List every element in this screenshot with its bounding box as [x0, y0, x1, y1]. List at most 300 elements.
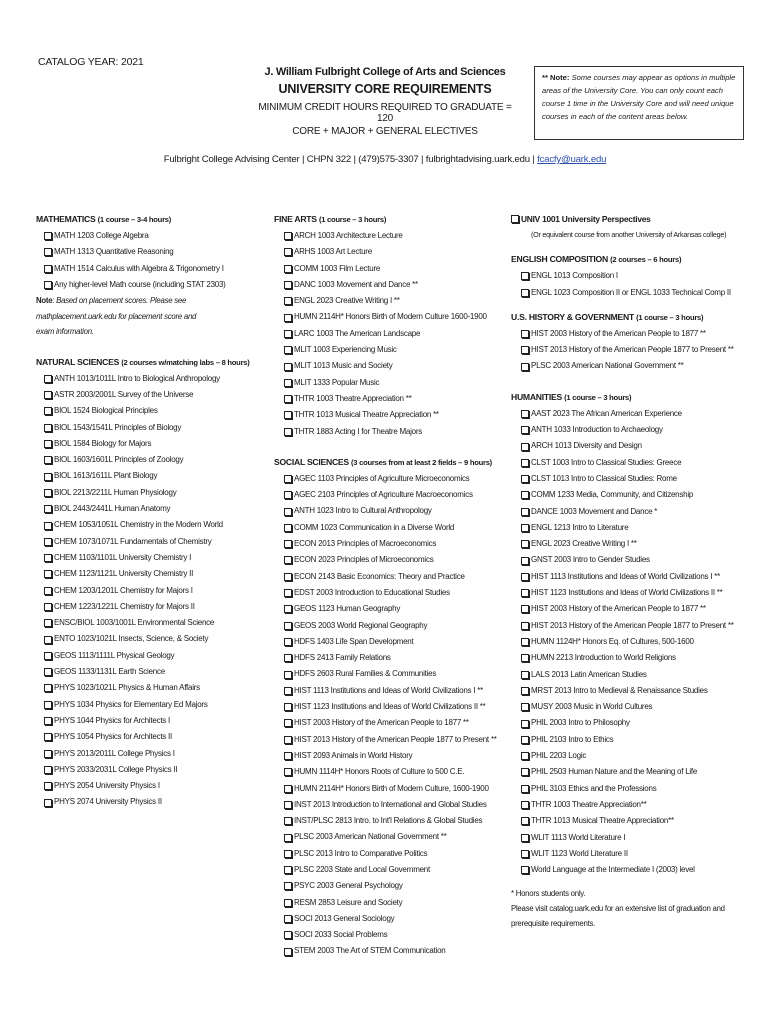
course-checkbox-item[interactable] — [274, 862, 502, 878]
course-checkbox-item[interactable] — [36, 762, 251, 778]
checkbox-icon[interactable] — [284, 801, 292, 809]
checkbox-icon[interactable] — [521, 289, 529, 297]
checkbox-icon[interactable] — [284, 248, 292, 256]
checkbox-icon[interactable] — [44, 265, 52, 273]
course-label: ARCH 1013 Diversity and Design — [531, 441, 642, 451]
min-hours: MINIMUM CREDIT HOURS REQUIRED TO GRADUATE = 120 — [258, 102, 512, 124]
course-label: MLIT 1333 Popular Music — [294, 377, 380, 387]
course-checkbox-item[interactable] — [36, 371, 251, 387]
course-label: GEOS 1133/1131L Earth Science — [54, 667, 165, 677]
checkbox-icon[interactable] — [284, 882, 292, 890]
course-checkbox-item[interactable] — [274, 585, 502, 601]
course-checkbox-item[interactable] — [511, 455, 746, 471]
checkbox-icon[interactable] — [521, 540, 529, 548]
checkbox-icon[interactable] — [44, 424, 52, 432]
section-title-us-history — [511, 309, 746, 326]
course-checkbox-item[interactable] — [511, 504, 746, 520]
course-checkbox-item[interactable] — [511, 813, 746, 829]
course-checkbox-item[interactable] — [274, 326, 502, 342]
course-label: COMM 1003 Film Lecture — [294, 263, 381, 273]
checkbox-icon[interactable] — [284, 768, 292, 776]
checkbox-icon[interactable] — [284, 752, 292, 760]
checkbox-icon[interactable] — [44, 505, 52, 513]
note-box — [534, 66, 744, 140]
note-text: Some courses may appear as options in multiple areas of the University Core. You can only count each course 1 time in the University Core and will need unique courses in each of the content areas below. — [542, 73, 736, 121]
checkbox-icon[interactable] — [284, 232, 292, 240]
course-checkbox-item[interactable] — [274, 813, 502, 829]
checkbox-icon[interactable] — [44, 489, 52, 497]
checkbox-icon[interactable] — [44, 636, 52, 644]
spacer — [511, 301, 746, 309]
course-label: PHIL 2003 Intro to Philosophy — [531, 718, 630, 728]
checkbox-icon[interactable] — [44, 733, 52, 741]
course-checkbox-item[interactable] — [274, 342, 502, 358]
section-title-humanities — [511, 389, 746, 406]
course-checkbox-item[interactable] — [274, 699, 502, 715]
checkbox-icon[interactable] — [284, 850, 292, 858]
course-label: CHEM 1223/1221L Chemistry for Majors II — [54, 601, 195, 611]
course-label: WLIT 1113 World Literature I — [531, 832, 626, 842]
checkbox-icon[interactable] — [284, 475, 292, 483]
course-checkbox-item[interactable] — [511, 683, 746, 699]
course-checkbox-item[interactable] — [36, 599, 251, 615]
course-label: ASTR 2003/2001L Survey of the Universe — [54, 389, 194, 399]
course-checkbox-item[interactable] — [36, 697, 251, 713]
course-checkbox-item[interactable] — [511, 748, 746, 764]
english-list — [511, 268, 746, 301]
advising-email-link[interactable]: fcacfy@uark.edu — [537, 154, 607, 165]
course-checkbox-item[interactable] — [274, 552, 502, 568]
course-checkbox-item[interactable] — [36, 778, 251, 794]
checkbox-icon[interactable] — [284, 428, 292, 436]
course-checkbox-item[interactable] — [511, 438, 746, 454]
course-label: HIST 2003 History of the American People to 1877 ** — [531, 604, 706, 614]
course-checkbox-item[interactable] — [36, 680, 251, 696]
course-checkbox-item[interactable] — [36, 468, 251, 484]
course-checkbox-item[interactable] — [36, 452, 251, 468]
course-label: PHIL 2203 Logic — [531, 751, 587, 761]
checkbox-icon[interactable] — [521, 785, 529, 793]
course-checkbox-item[interactable] — [274, 797, 502, 813]
checkbox-icon[interactable] — [284, 866, 292, 874]
course-checkbox-item[interactable] — [511, 520, 746, 536]
course-label: HDFS 1403 Life Span Development — [294, 636, 414, 646]
course-checkbox-item[interactable] — [36, 648, 251, 664]
course-checkbox-item[interactable] — [36, 436, 251, 452]
course-checkbox-item[interactable] — [274, 829, 502, 845]
course-checkbox-item[interactable] — [511, 342, 746, 358]
course-checkbox-item[interactable] — [274, 228, 502, 244]
checkbox-icon[interactable] — [284, 899, 292, 907]
course-checkbox-item[interactable] — [36, 228, 251, 244]
catalog-note-line1: Please visit catalog.uark.edu for an extensive list of graduation and — [511, 904, 725, 914]
course-checkbox-item[interactable] — [36, 794, 251, 810]
checkbox-icon[interactable] — [284, 314, 292, 322]
checkbox-icon[interactable] — [284, 395, 292, 403]
checkbox-icon[interactable] — [521, 671, 529, 679]
checkbox-icon[interactable] — [521, 654, 529, 662]
checkbox-icon[interactable] — [284, 736, 292, 744]
checkbox-icon[interactable] — [44, 603, 52, 611]
course-label: THTR 1883 Acting I for Theatre Majors — [294, 426, 422, 436]
course-label: ANTH 1023 Intro to Cultural Anthropology — [294, 506, 432, 516]
course-label: HUMN 1114H* Honors Roots of Culture to 500 C.E. — [294, 767, 465, 777]
univ-note: (Or equivalent course from another University of Arkansas college) — [531, 230, 727, 240]
course-checkbox-item[interactable] — [511, 406, 746, 422]
course-checkbox-item[interactable] — [511, 422, 746, 438]
course-label: HDFS 2413 Family Relations — [294, 653, 391, 663]
humanities-title: HUMANITIES — [511, 391, 562, 402]
checkbox-icon[interactable] — [284, 540, 292, 548]
course-label: HIST 2013 History of the American People 1877 to Present ** — [531, 345, 734, 355]
course-label: HUMN 2114H* Honors Birth of Modern Culture 1600-1900 — [294, 312, 487, 322]
course-checkbox-item[interactable] — [511, 699, 746, 715]
course-checkbox-item[interactable] — [36, 485, 251, 501]
checkbox-icon[interactable] — [521, 866, 529, 874]
course-label: MLIT 1003 Experiencing Music — [294, 345, 397, 355]
checkbox-icon[interactable] — [521, 475, 529, 483]
section-title-mathematics — [36, 211, 251, 228]
course-checkbox-item[interactable] — [511, 634, 746, 650]
course-label: World Language at the Intermediate I (2003) level — [531, 865, 695, 875]
checkbox-icon[interactable] — [284, 411, 292, 419]
checkbox-icon[interactable] — [284, 931, 292, 939]
checkbox-icon[interactable] — [284, 622, 292, 630]
course-checkbox-item[interactable] — [274, 391, 502, 407]
advising-text: Fulbright College Advising Center | CHPN 322 | (479)575-3307 | fulbrightadvising.uark.edu | — [163, 154, 538, 165]
course-checkbox-item[interactable] — [274, 309, 502, 325]
math-note — [36, 293, 251, 309]
course-checkbox-item[interactable] — [36, 583, 251, 599]
course-label: HUMN 2213 Introduction to World Religions — [531, 653, 676, 663]
checkbox-icon[interactable] — [284, 346, 292, 354]
checkbox-icon[interactable] — [44, 750, 52, 758]
course-checkbox-item[interactable] — [511, 285, 746, 301]
course-checkbox-item[interactable] — [36, 550, 251, 566]
checkbox-icon[interactable] — [44, 538, 52, 546]
checkbox-icon[interactable] — [44, 782, 52, 790]
course-label: ARCH 1003 Architecture Lecture — [294, 231, 403, 240]
course-label: PHIL 3103 Ethics and the Professions — [531, 783, 657, 793]
checkbox-icon[interactable] — [521, 736, 529, 744]
course-label: MATH 1514 Calculus with Algebra & Trigonometry I — [54, 263, 224, 273]
checkbox-icon[interactable] — [44, 619, 52, 627]
course-label: INST/PLSC 2813 Intro. to Int'l Relations & Global Studies — [294, 816, 483, 826]
course-checkbox-item[interactable] — [274, 666, 502, 682]
course-label: INST 2013 Introduction to International and Global Studies — [294, 799, 487, 809]
course-checkbox-item[interactable] — [274, 569, 502, 585]
course-label: GNST 2003 Intro to Gender Studies — [531, 555, 650, 565]
checkbox-icon[interactable] — [284, 524, 292, 532]
course-label: PHYS 1044 Physics for Architects I — [54, 715, 170, 725]
course-checkbox-item[interactable] — [274, 846, 502, 862]
course-label: WLIT 1123 World Literature II — [531, 848, 628, 858]
course-label: MATH 1203 College Algebra — [54, 231, 149, 240]
course-label: COMM 1023 Communication in a Diverse World — [294, 522, 455, 532]
checkbox-icon[interactable] — [44, 456, 52, 464]
course-checkbox-item[interactable] — [274, 244, 502, 260]
course-checkbox-item[interactable] — [274, 293, 502, 309]
checkbox-icon[interactable] — [44, 799, 52, 807]
math-note-label: Note — [36, 296, 53, 306]
course-checkbox-item[interactable] — [274, 358, 502, 374]
course-label: LARC 1003 The American Landscape — [294, 328, 421, 338]
checkbox-icon[interactable] — [284, 297, 292, 305]
course-checkbox-item[interactable] — [511, 569, 746, 585]
course-checkbox-item[interactable] — [274, 487, 502, 503]
checkbox-icon[interactable] — [44, 375, 52, 383]
course-label: BIOL 1584 Biology for Majors — [54, 438, 152, 448]
note-label: ** Note: — [542, 73, 570, 82]
course-checkbox-item[interactable] — [511, 846, 746, 862]
course-checkbox-item[interactable] — [511, 536, 746, 552]
checkbox-icon[interactable] — [284, 508, 292, 516]
column-left — [36, 211, 251, 811]
checkbox-icon[interactable] — [44, 522, 52, 530]
checkbox-icon[interactable] — [44, 701, 52, 709]
checkbox-icon[interactable] — [44, 232, 52, 240]
course-checkbox-item[interactable] — [36, 746, 251, 762]
course-label: AGEC 2103 Principles of Agriculture Macroeconomics — [294, 490, 473, 500]
course-checkbox-item[interactable] — [36, 277, 251, 293]
checkbox-icon[interactable] — [521, 768, 529, 776]
checkbox-icon[interactable] — [521, 346, 529, 354]
checkbox-icon[interactable] — [521, 426, 529, 434]
ushist-title: U.S. HISTORY & GOVERNMENT — [511, 311, 634, 322]
course-checkbox-item[interactable] — [511, 326, 746, 342]
course-checkbox-item[interactable] — [511, 601, 746, 617]
course-checkbox-item[interactable] — [511, 732, 746, 748]
course-checkbox-item[interactable] — [36, 713, 251, 729]
checkbox-icon[interactable] — [521, 834, 529, 842]
checkbox-icon[interactable] — [284, 265, 292, 273]
course-checkbox-item[interactable] — [511, 862, 746, 878]
course-checkbox-item[interactable] — [274, 471, 502, 487]
checkbox-icon[interactable] — [284, 281, 292, 289]
course-checkbox-item[interactable] — [274, 781, 502, 797]
course-label: PHYS 1023/1021L Physics & Human Affairs — [54, 683, 200, 693]
course-checkbox-item[interactable] — [274, 601, 502, 617]
checkbox-icon[interactable] — [284, 785, 292, 793]
checkbox-icon[interactable] — [511, 215, 519, 223]
course-checkbox-item[interactable] — [274, 878, 502, 894]
course-checkbox-item[interactable] — [274, 261, 502, 277]
course-label: STEM 2003 The Art of STEM Communication — [294, 946, 446, 956]
course-checkbox-item[interactable] — [274, 277, 502, 293]
course-checkbox-item[interactable] — [36, 387, 251, 403]
course-checkbox-item[interactable] — [36, 664, 251, 680]
checkbox-icon[interactable] — [521, 752, 529, 760]
course-checkbox-item[interactable] — [274, 650, 502, 666]
univ-item[interactable] — [511, 211, 746, 227]
course-checkbox-item[interactable] — [274, 911, 502, 927]
math-note-line1: : Based on placement scores. Please see — [52, 296, 187, 306]
checkbox-icon[interactable] — [44, 766, 52, 774]
course-checkbox-item[interactable] — [511, 618, 746, 634]
checkbox-icon[interactable] — [44, 407, 52, 415]
course-checkbox-item[interactable] — [274, 503, 502, 519]
course-checkbox-item[interactable] — [274, 634, 502, 650]
checkbox-icon[interactable] — [284, 703, 292, 711]
checkbox-icon[interactable] — [521, 524, 529, 532]
course-checkbox-item[interactable] — [36, 501, 251, 517]
checkbox-icon[interactable] — [284, 915, 292, 923]
course-label: AAST 2023 The African American Experience — [531, 408, 682, 418]
checkbox-icon[interactable] — [521, 703, 529, 711]
course-checkbox-item[interactable] — [36, 534, 251, 550]
course-checkbox-item[interactable] — [511, 358, 746, 374]
checkbox-icon[interactable] — [284, 948, 292, 956]
natsci-sub: (2 courses w/matching labs – 8 hours) — [121, 357, 250, 367]
checkbox-icon[interactable] — [284, 379, 292, 387]
checkbox-icon[interactable] — [284, 638, 292, 646]
course-checkbox-item[interactable] — [511, 552, 746, 568]
checkbox-icon[interactable] — [284, 556, 292, 564]
checkbox-icon[interactable] — [521, 508, 529, 516]
course-label: MRST 2013 Intro to Medieval & Renaissance Studies — [531, 685, 708, 695]
course-label: BIOL 1603/1601L Principles of Zoology — [54, 455, 184, 465]
college-name: J. William Fulbright College of Arts and Sciences — [264, 66, 506, 78]
course-label: SOCI 2013 General Sociology — [294, 913, 395, 923]
checkbox-icon[interactable] — [521, 622, 529, 630]
checkbox-icon[interactable] — [44, 684, 52, 692]
course-checkbox-item[interactable] — [36, 566, 251, 582]
course-checkbox-item[interactable] — [274, 895, 502, 911]
course-checkbox-item[interactable] — [511, 268, 746, 284]
checkbox-icon[interactable] — [284, 654, 292, 662]
course-checkbox-item[interactable] — [36, 420, 251, 436]
course-label: PLSC 2003 American National Government ** — [531, 361, 684, 371]
checkbox-icon[interactable] — [521, 363, 529, 371]
checkbox-icon[interactable] — [521, 720, 529, 728]
checkbox-icon[interactable] — [284, 363, 292, 371]
checkbox-icon[interactable] — [284, 834, 292, 842]
checkbox-icon[interactable] — [44, 587, 52, 595]
checkbox-icon[interactable] — [284, 817, 292, 825]
course-label: HUMN 2114H* Honors Birth of Modern Culture, 1600-1900 — [294, 783, 489, 793]
spacer — [511, 878, 746, 886]
course-checkbox-item[interactable] — [36, 403, 251, 419]
checkbox-icon[interactable] — [284, 605, 292, 613]
course-checkbox-item[interactable] — [511, 764, 746, 780]
course-checkbox-item[interactable] — [274, 407, 502, 423]
checkbox-icon[interactable] — [44, 570, 52, 578]
english-title: ENGLISH COMPOSITION — [511, 254, 608, 265]
course-label: PHIL 2503 Human Nature and the Meaning of Life — [531, 767, 698, 777]
course-label: Any higher-level Math course (including STAT 2303) — [54, 279, 226, 289]
course-checkbox-item[interactable] — [511, 781, 746, 797]
checkbox-icon[interactable] — [521, 459, 529, 467]
course-checkbox-item[interactable] — [511, 487, 746, 503]
course-checkbox-item[interactable] — [511, 585, 746, 601]
course-label: ECON 2013 Principles of Macroeconomics — [294, 539, 437, 549]
checkbox-icon[interactable] — [521, 801, 529, 809]
checkbox-icon[interactable] — [284, 330, 292, 338]
checkbox-icon[interactable] — [521, 589, 529, 597]
checkbox-icon[interactable] — [44, 281, 52, 289]
course-label: CLST 1013 Intro to Classical Studies: Rome — [531, 473, 677, 483]
course-checkbox-item[interactable] — [274, 715, 502, 731]
checkbox-icon[interactable] — [521, 605, 529, 613]
course-checkbox-item[interactable] — [274, 943, 502, 959]
spacer — [36, 340, 251, 354]
checkbox-icon[interactable] — [521, 557, 529, 565]
checkbox-icon[interactable] — [521, 850, 529, 858]
course-label: RESM 2853 Leisure and Society — [294, 897, 403, 907]
checkbox-icon[interactable] — [44, 554, 52, 562]
checkbox-icon[interactable] — [284, 719, 292, 727]
checkbox-icon[interactable] — [44, 668, 52, 676]
course-label: MLIT 1013 Music and Society — [294, 361, 393, 371]
course-checkbox-item[interactable] — [36, 631, 251, 647]
course-checkbox-item[interactable] — [274, 618, 502, 634]
course-checkbox-item[interactable] — [36, 615, 251, 631]
course-checkbox-item[interactable] — [36, 244, 251, 260]
course-checkbox-item[interactable] — [36, 261, 251, 277]
checkbox-icon[interactable] — [284, 687, 292, 695]
checkbox-icon[interactable] — [44, 717, 52, 725]
checkbox-icon[interactable] — [284, 491, 292, 499]
course-label: ENGL 2023 Creative Writing I ** — [531, 539, 637, 549]
checkbox-icon[interactable] — [521, 272, 529, 280]
course-checkbox-item[interactable] — [511, 650, 746, 666]
checkbox-icon[interactable] — [44, 440, 52, 448]
checkbox-icon[interactable] — [521, 687, 529, 695]
course-checkbox-item[interactable] — [274, 536, 502, 552]
page-title: UNIVERSITY CORE REQUIREMENTS — [278, 82, 492, 96]
checkbox-icon[interactable] — [521, 410, 529, 418]
checkbox-icon[interactable] — [44, 248, 52, 256]
socsci-sub: (3 courses from at least 2 fields – 9 hours) — [351, 457, 492, 467]
checkbox-icon[interactable] — [44, 473, 52, 481]
checkbox-icon[interactable] — [284, 573, 292, 581]
course-checkbox-item[interactable] — [274, 520, 502, 536]
checkbox-icon[interactable] — [44, 391, 52, 399]
checkbox-icon[interactable] — [284, 589, 292, 597]
checkbox-icon[interactable] — [284, 671, 292, 679]
course-checkbox-item[interactable] — [511, 797, 746, 813]
course-checkbox-item[interactable] — [36, 517, 251, 533]
course-checkbox-item[interactable] — [36, 729, 251, 745]
course-checkbox-item[interactable] — [274, 748, 502, 764]
course-checkbox-item[interactable] — [511, 471, 746, 487]
course-checkbox-item[interactable] — [511, 667, 746, 683]
course-checkbox-item[interactable] — [274, 927, 502, 943]
course-label: THTR 1013 Musical Theatre Appreciation ** — [294, 410, 439, 420]
course-checkbox-item[interactable] — [511, 715, 746, 731]
checkbox-icon[interactable] — [521, 573, 529, 581]
course-checkbox-item[interactable] — [511, 830, 746, 846]
course-checkbox-item[interactable] — [274, 375, 502, 391]
course-checkbox-item[interactable] — [274, 424, 502, 440]
course-checkbox-item[interactable] — [274, 732, 502, 748]
course-label: AGEC 1103 Principles of Agriculture Microeconomics — [294, 473, 470, 483]
checkbox-icon[interactable] — [44, 652, 52, 660]
finearts-title: FINE ARTS — [274, 214, 317, 224]
course-checkbox-item[interactable] — [274, 764, 502, 780]
course-label: EDST 2003 Introduction to Educational Studies — [294, 587, 450, 597]
checkbox-icon[interactable] — [521, 330, 529, 338]
course-label: HIST 1123 Institutions and Ideas of World Civilizations II ** — [531, 588, 723, 598]
checkbox-icon[interactable] — [521, 638, 529, 646]
course-label: BIOL 2213/2211L Human Physiology — [54, 487, 177, 497]
checkbox-icon[interactable] — [521, 491, 529, 499]
checkbox-icon[interactable] — [521, 443, 529, 451]
course-checkbox-item[interactable] — [274, 683, 502, 699]
checkbox-icon[interactable] — [521, 817, 529, 825]
course-label: ECON 2143 Basic Economics: Theory and Practice — [294, 571, 465, 581]
header-block — [255, 66, 515, 137]
